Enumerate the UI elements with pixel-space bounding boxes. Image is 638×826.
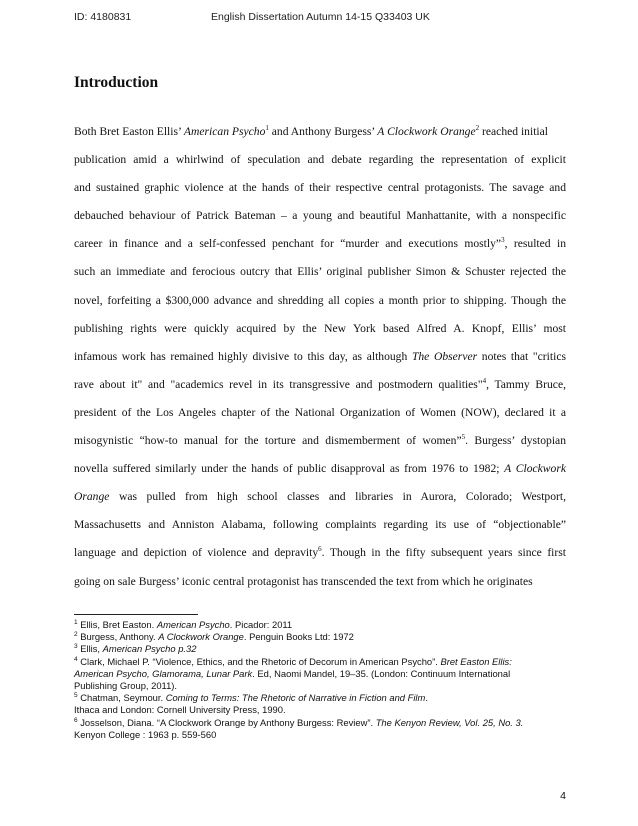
text-run: . Burgess’ dystopian [465,434,566,448]
footnote-marker: 1 [74,619,78,626]
footnote-marker: 6 [318,545,322,554]
header-student-id: ID: 4180831 [74,11,132,23]
body-line [74,433,566,461]
text-run: , resulted in [504,237,566,251]
header-course-title: English Dissertation Autumn 14-15 Q33403 UK [211,11,430,23]
body-line [74,152,566,180]
page-number: 4 [560,790,566,802]
text-run: . Penguin Books Ltd: 1972 [243,631,354,643]
italic-text: American Psycho, Glamorama, Lunar Park [74,667,253,679]
footnote-marker: 3 [74,643,78,651]
text-run: Massachusetts and Anniston Alabama, following complaints regarding its use of “objectionable” [74,518,566,532]
text-run: rave about it" and "academics revel in its transgressive and postmodern qualities" [74,377,483,391]
footnote-line [74,717,566,729]
text-run: Both Bret Easton Ellis’ [74,125,184,138]
footnote-line [74,729,566,741]
footnote-marker: 6 [74,716,78,724]
text-run: Chatman, Seymour. [77,692,166,704]
body-line [74,349,566,377]
body-line [74,545,566,573]
text-run: Josselson, Diana. “A Clockwork Orange by Anthony Burgess: Review”. [77,716,376,728]
body-line [74,236,566,264]
footnote-marker: 5 [74,692,78,700]
footnote-marker: 3 [501,236,505,245]
text-run: Kenyon College : 1963 p. 559-560 [74,728,217,740]
text-run: language and depiction of violence and depravity [74,546,319,560]
body-line [74,574,566,602]
text-run: going on sale Burgess’ iconic central protagonist has transcended the text from which he originates [74,574,533,588]
text-run: was pulled from high school classes and libraries in Aurora, Colorado; Westport, [109,490,566,504]
footnote-marker: 4 [74,655,78,663]
footnotes [74,619,566,741]
italic-text: Orange [74,490,110,504]
body-text [74,124,566,602]
footnote-marker: 4 [482,376,487,385]
text-run: novella suffered similarly under the hands of public disapproval as from 1976 to 1982; [74,462,505,476]
text-run: misogynistic “how-to manual for the torture and dismemberment of women” [74,434,462,448]
italic-text: Bret Easton Ellis: [440,655,512,667]
text-run: Clark, Michael P. “Violence, Ethics, and the Rhetoric of Decorum in American Psycho”. [77,655,441,667]
body-line [74,208,566,236]
footnote-marker: 2 [74,631,78,639]
text-run: and Anthony Burgess’ [268,125,378,138]
text-run: . Ed, Naomi Mandel, 19–35. (London: Continuum International [252,667,511,679]
text-run: notes that "critics [477,349,566,363]
footnote-line [74,643,566,655]
text-run: Ellis, Bret Easton. [77,619,157,630]
italic-text: A Clockwork Orange [377,125,476,138]
body-line [74,517,566,545]
footnote-line [74,619,566,631]
text-run: such an immediate and ferocious outcry that Ellis’ original publisher Simon & Schuster rejected the [74,265,566,279]
footnote-line [74,704,566,716]
body-line [74,377,566,405]
body-line [74,405,566,433]
text-run: . Picador: 2011 [229,619,293,630]
text-run: career in finance and a self-confessed penchant for “murder and executions mostly” [74,237,502,251]
italic-text: The Observer [411,349,478,363]
text-run: publication amid a whirlwind of speculation and debate regarding the representation of explicit [74,153,566,167]
footnote-line [74,668,566,680]
footnote-line [74,656,566,668]
text-run: , Tammy Bruce, [486,377,566,391]
text-run: Burgess, Anthony. [77,631,159,643]
section-title: Introduction [74,74,159,91]
italic-text: American Psycho [183,125,266,138]
text-run: infamous work has remained highly divisive to this day, as although [74,349,412,363]
footnote-marker: 5 [461,433,466,442]
footnote-marker: 1 [265,124,269,132]
italic-text: Coming to Terms: The Rhetoric of Narrative in Fiction and Film [165,692,426,704]
text-run: reached initial [479,125,549,138]
body-line [74,180,566,208]
text-run: Ellis, [77,643,103,655]
italic-text: The Kenyon Review, Vol. 25, No. 3. [375,716,524,728]
text-run: president of the Los Angeles chapter of the National Organization of Women (NOW), declared it a [74,405,566,419]
text-run: . Though in the fifty subsequent years since first [321,546,566,560]
italic-text: A Clockwork Orange [158,631,244,643]
footnote-marker: 2 [475,124,480,132]
footnote-line [74,692,566,704]
text-run: novel, forfeiting a $300,000 advance and shredding all copies a month prior to shipping. Though the [74,293,566,307]
body-line [74,461,566,489]
text-run: Publishing Group, 2011). [74,680,178,692]
footnote-line [74,680,566,692]
italic-text: A Clockwork [504,462,566,476]
page-header [74,11,574,27]
text-run: publishing rights were quickly acquired by the New York based Alfred A. Knopf, Ellis’ most [74,321,566,335]
body-line [74,264,566,292]
italic-text: American Psycho [156,619,230,630]
footnote-divider [74,614,198,615]
body-line [74,124,566,152]
text-run: . [425,692,428,704]
italic-text: American Psycho p.32 [102,643,197,655]
body-line [74,489,566,517]
body-line [74,293,566,321]
footnote-line [74,631,566,643]
text-run: Ithaca and London: Cornell University Press, 1990. [74,704,286,716]
text-run: and sustained graphic violence at the hands of their respective central protagonists. The savage and [74,181,566,195]
body-line [74,321,566,349]
text-run: debauched behaviour of Patrick Bateman – a young and beautiful Manhattanite, with a nonspecific [74,209,566,223]
